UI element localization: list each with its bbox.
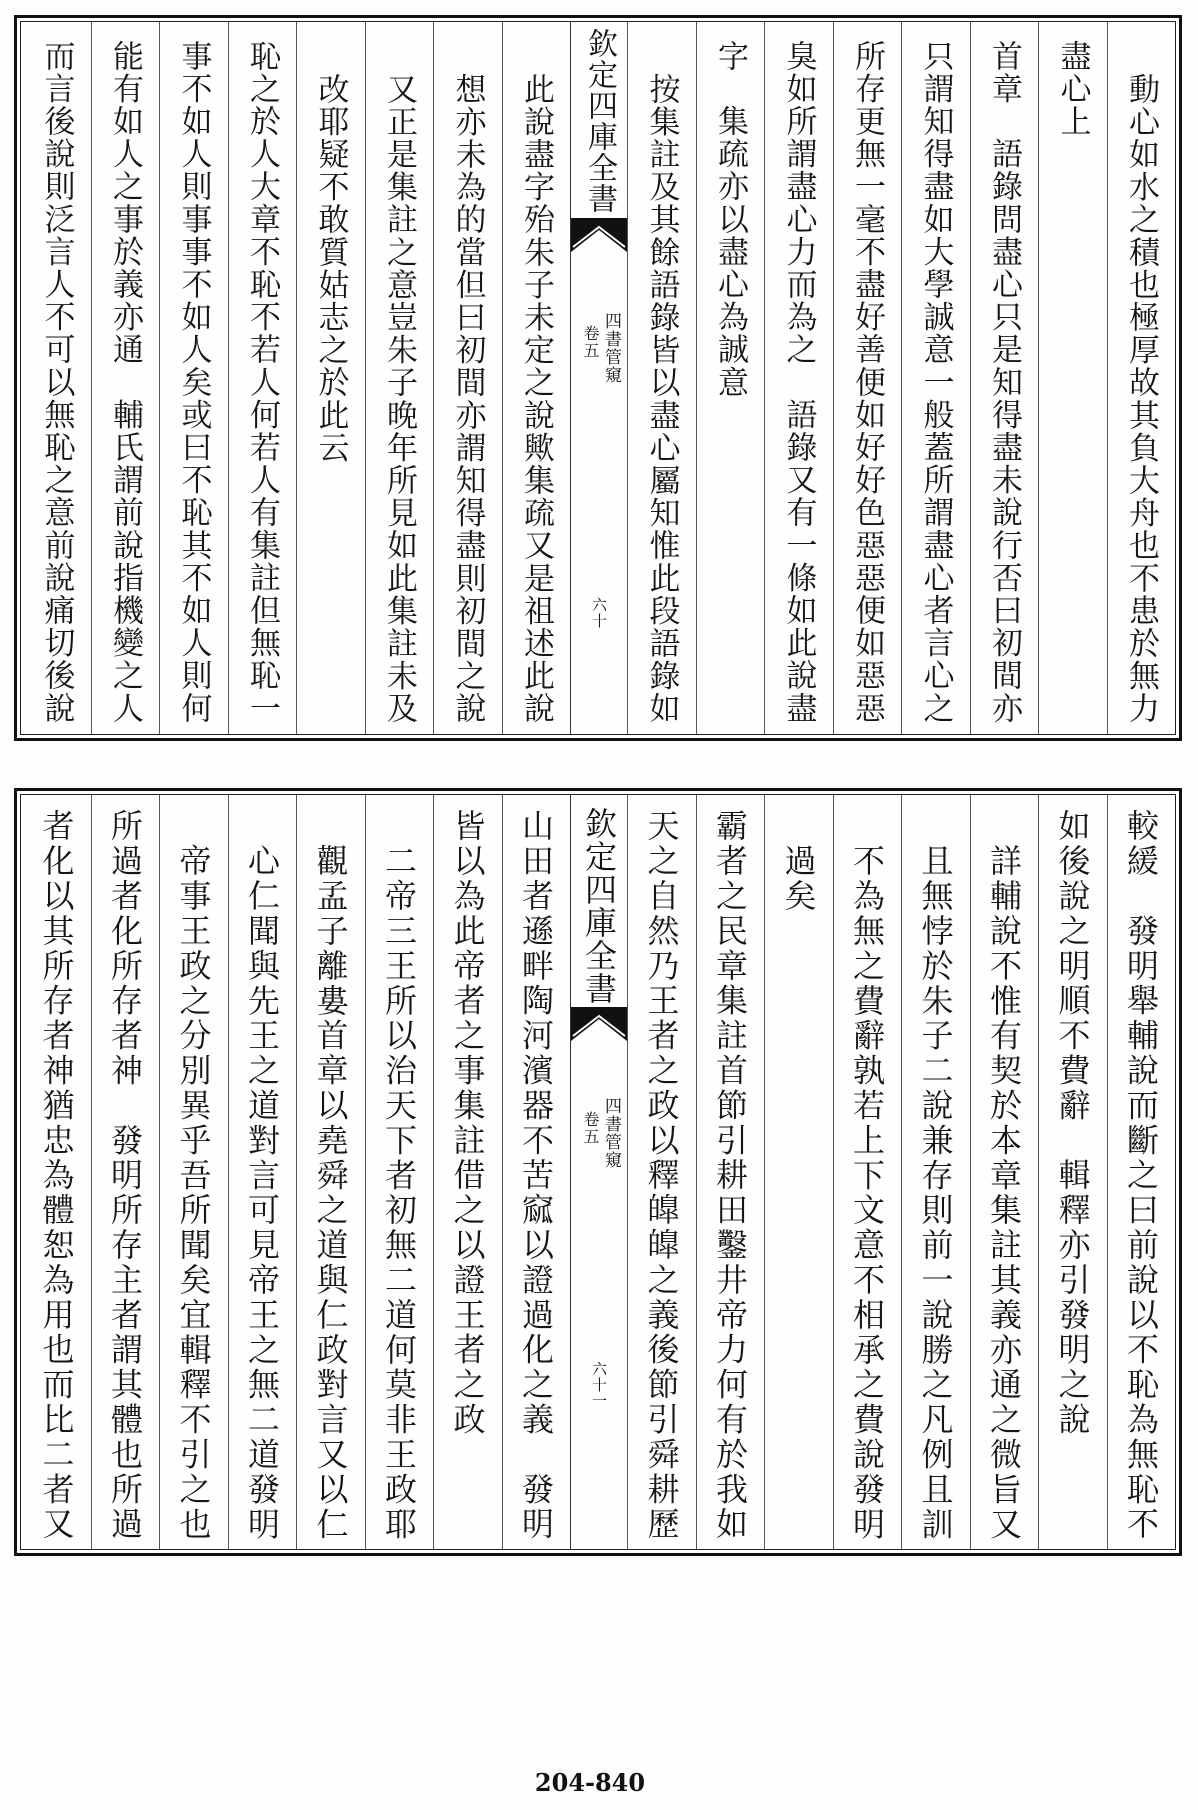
text-column: 臭如所謂盡心力而為之 語錄又有一條如此說盡	[764, 22, 833, 734]
text-column: 而言後說則泛言人不可以無恥之意前說痛切後說	[38, 40, 75, 725]
text-column: 帝事王政之分別異乎吾所聞矣宜輯釋不引之也	[159, 795, 228, 1549]
text-column: 較緩 發明舉輔說而斷之曰前說以不恥為無恥不	[1107, 795, 1176, 1549]
fishtail-ornament-icon	[571, 1007, 627, 1043]
text-column: 動心如水之積也極厚故其負大舟也不患於無力	[1107, 22, 1176, 734]
text-column: 霸者之民章集註首節引耕田鑿井帝力何有於我如	[696, 795, 765, 1549]
text-column: 首章 語錄問盡心只是知得盡未說行否曰初間亦	[970, 22, 1039, 734]
text-column: 如後說之明順不費辭 輯釋亦引發明之說	[1038, 795, 1107, 1549]
text-column: 改耶疑不敢質姑志之於此云	[296, 22, 365, 734]
text-column: 心仁聞與先王之道對言可見帝王之無二道發明	[228, 795, 297, 1549]
text-column: 不為無之費辭孰若上下文意不相承之費說發明	[833, 795, 902, 1549]
center-gutter	[570, 22, 627, 734]
page-bottom	[14, 788, 1182, 1556]
page-text-area	[20, 794, 1176, 1550]
page-top	[14, 15, 1182, 741]
fishtail-ornament-icon	[571, 218, 627, 254]
text-column: 觀孟子離婁首章以堯舜之道與仁政對言又以仁	[296, 795, 365, 1549]
text-column: 過矣	[764, 795, 833, 1549]
folio-number: 六十	[590, 597, 608, 629]
text-column: 二帝三王所以治天下者初無二道何莫非王政耶	[365, 795, 434, 1549]
text-column: 所存更無一毫不盡好善便如好好色惡惡便如惡惡	[833, 22, 902, 734]
text-column: 事不如人則事事不如人矣或曰不恥其不如人則何	[159, 22, 228, 734]
gutter-volume: 卷五	[581, 1111, 600, 1145]
text-column: 想亦未為的當但曰初間亦謂知得盡則初間之說	[433, 22, 502, 734]
chapter-heading: 盡心上	[1038, 22, 1107, 734]
text-column: 山田者遜畔陶河濱器不苦窳以證過化之義 發明	[502, 795, 571, 1549]
text-column: 又正是集註之意豈朱子晚年所見如此集註未及	[365, 22, 434, 734]
gutter-title: 欽定四庫全書	[582, 28, 617, 214]
center-gutter	[570, 795, 627, 1549]
gutter-volume: 卷五	[581, 325, 600, 359]
text-column: 皆以為此帝者之事集註借之以證王者之政	[433, 795, 502, 1549]
text-column: 按集註及其餘語錄皆以盡心屬知惟此段語錄如	[627, 22, 696, 734]
page-text-area	[20, 21, 1176, 735]
text-column: 詳輔說不惟有契於本章集註其義亦通之微旨又	[970, 795, 1039, 1549]
text-column: 此說盡字殆朱子未定之說歟集疏又是祖述此說	[502, 22, 571, 734]
text-column: 所過者化所存者神 發明所存主者謂其體也所過	[91, 795, 160, 1549]
text-column: 天之自然乃王者之政以釋皥皥之義後節引舜耕歷	[627, 795, 696, 1549]
text-column: 者化以其所存者神猶忠為體恕為用也而比二者又	[37, 809, 76, 1542]
text-column: 字 集疏亦以盡心為誠意	[696, 22, 765, 734]
gutter-title: 欽定四庫全書	[580, 807, 618, 1005]
text-column: 能有如人之事於義亦通 輔氏謂前說指機變之人	[91, 22, 160, 734]
folio-number: 六十一	[590, 1361, 608, 1409]
text-column: 恥之於人大章不恥不若人何若人有集註但無恥一	[228, 22, 297, 734]
gutter-book-title: 四書管窺	[601, 312, 621, 384]
text-column: 只謂知得盡如大學誠意一般蓋所謂盡心者言心之	[901, 22, 970, 734]
gutter-book-title: 四書管窺	[601, 1097, 621, 1169]
text-column: 且無悖於朱子二說兼存則前一說勝之凡例且訓	[901, 795, 970, 1549]
page-code: 204-840	[534, 1768, 646, 1797]
